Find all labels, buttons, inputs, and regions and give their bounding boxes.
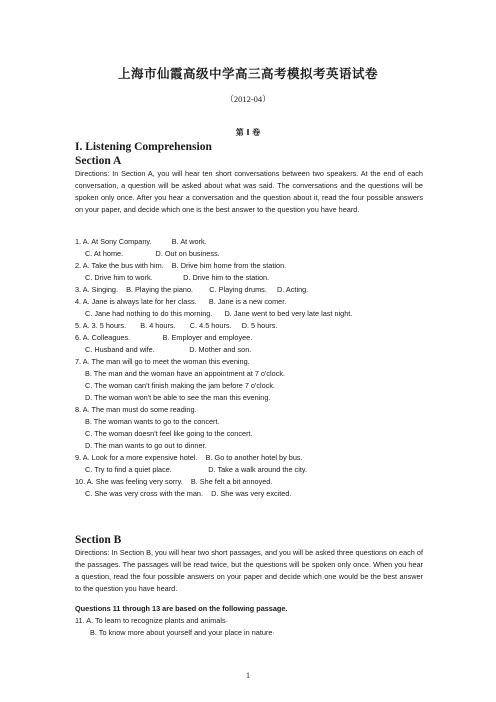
question-line: 2. A. Take the bus with him. B. Drive him home from the station. xyxy=(75,261,287,270)
question-line: C. She was very cross with the man. D. She was very excited. xyxy=(85,489,292,498)
question-line: D. The woman won't be able to see the man this evening. xyxy=(85,393,271,402)
question-line: B. The woman wants to go to the concert. xyxy=(85,417,220,426)
question-line: D. The man wants to go out to dinner. xyxy=(85,441,207,450)
volume-label: 第 I 卷 xyxy=(235,128,261,137)
question-line: C. Drive him to work. D. Drive him to the station. xyxy=(85,273,270,282)
question-line: 10. A. She was feeling very sorry. B. She felt a bit annoyed. xyxy=(75,477,273,486)
document-title: 上海市仙霞高级中学高三高考模拟考英语试卷 xyxy=(117,66,378,81)
question-line: 3. A. Singing. B. Playing the piano. C. Playing drums. D. Acting. xyxy=(75,285,309,294)
question-line: 11. A. To learn to recognize plants and animals· xyxy=(75,616,229,625)
question-line: 9. A. Look for a more expensive hotel. B. Go to another hotel by bus. xyxy=(75,453,303,462)
question-line: C. Jane had nothing to do this morning. D. Jane went to bed very late last night. xyxy=(85,309,353,318)
question-line: C. At home. D. Out on business. xyxy=(85,249,220,258)
section-b-heading: Section B xyxy=(75,534,122,546)
question-line: C. Try to find a quiet place. D. Take a walk around the city. xyxy=(85,465,307,474)
question-line: 5. A. 3. 5 hours. B. 4 hours. C. 4.5 hours. D. 5 hours. xyxy=(75,321,278,330)
question-line: C. Husband and wife. D. Mother and son. xyxy=(85,345,252,354)
question-line: B. The man and the woman have an appointment at 7 o'clock. xyxy=(85,369,286,378)
question-line: 4. A. Jane is always late for her class. B. Jane is a new comer. xyxy=(75,297,287,306)
section-a-questions xyxy=(75,236,435,500)
section-heading-listening: I. Listening Comprehension xyxy=(75,141,212,153)
question-line: 8. A. The man must do some reading. xyxy=(75,405,197,414)
question-line: 7. A. The man will go to meet the woman this evening. xyxy=(75,357,250,366)
question-line: B. To know more about yourself and your place in nature· xyxy=(90,628,275,637)
passage-lead: Questions 11 through 13 are based on the following passage. xyxy=(75,604,288,613)
question-line: 1. A. At Sony Company. B. At work. xyxy=(75,237,207,246)
section-b-directions: Directions: In Section B, you will hear two short passages, and you will be asked three questions on each of the passages. The passages will be read twice, but the questions will be spoken only once. When you hear a question, read the four possible answers on your paper and decide which one would be the best answer to the question you have heard. xyxy=(75,548,423,593)
section-a-directions: Directions: In Section A, you will hear ten short conversations between two speakers. At the end of each conversation, a question will be asked about what was said. The conversations and the questions will be spoken only once. After you hear a conversation and the question about it, read the four possible answers on your paper, and decide which one is the best answer to the question you have heard. xyxy=(75,169,423,214)
page-number: 1 xyxy=(246,671,250,680)
question-line: 6. A. Colleagues. B. Employer and employee. xyxy=(75,333,253,342)
section-b-questions xyxy=(75,603,435,639)
section-a-heading: Section A xyxy=(75,155,122,167)
question-line: C. The woman can't finish making the jam before 7 o'clock. xyxy=(85,381,276,390)
question-line: C. The woman doesn't feel like going to the concert. xyxy=(85,429,253,438)
document-date: （2012-04） xyxy=(225,94,271,104)
